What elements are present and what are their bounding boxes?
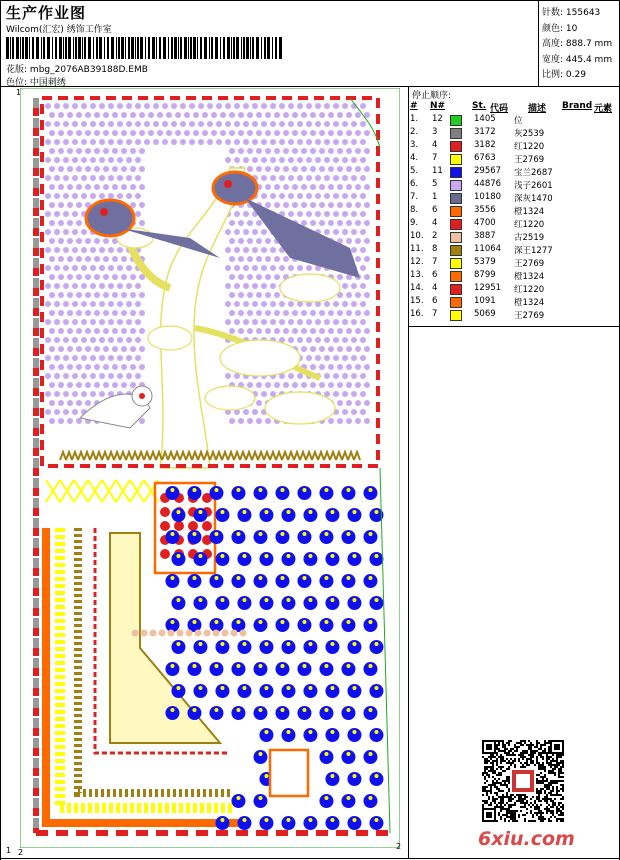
color-row-st: 5069 (474, 309, 496, 319)
color-table-header (410, 101, 620, 113)
color-row (410, 140, 610, 152)
stop-order-title: 停止顺序: (412, 91, 452, 101)
color-row-st: 8799 (474, 270, 496, 280)
color-row (410, 257, 610, 269)
color-row (410, 296, 610, 308)
barcode (6, 37, 286, 59)
color-row-num: 2. (410, 127, 419, 137)
color-row-st: 3182 (474, 140, 496, 150)
color-swatch (450, 245, 462, 256)
color-row (410, 166, 610, 178)
site-logo: 6xiu.com (478, 828, 575, 850)
stat-height: 高度: 888.7 mm (542, 39, 613, 49)
color-row-desc: 橙1324 (514, 298, 545, 308)
corner-marker-br: 2 (396, 842, 402, 851)
color-swatch (450, 310, 462, 321)
color-row-n: 4 (432, 218, 438, 228)
color-swatch (450, 154, 462, 165)
color-row-st: 11064 (474, 244, 502, 254)
col-n: N# (430, 101, 446, 111)
color-row-desc: 王2769 (514, 259, 545, 269)
color-row-num: 4. (410, 153, 419, 163)
color-swatch (450, 284, 462, 295)
color-row-num: 10. (410, 231, 424, 241)
color-swatch (450, 128, 462, 139)
color-row-st: 1405 (474, 114, 496, 124)
company-name: Wilcom(汇宏) 绣饰工作室 (6, 25, 112, 35)
color-row-st: 1091 (474, 296, 496, 306)
color-row (410, 153, 610, 165)
pattern-label: 花版: (6, 65, 28, 75)
color-row-num: 7. (410, 192, 419, 202)
color-row-n: 5 (432, 179, 438, 189)
col-brand: Brand (562, 101, 593, 111)
color-row-desc: 橙1324 (514, 272, 545, 282)
color-row-st: 44876 (474, 179, 502, 189)
color-row-num: 5. (410, 166, 419, 176)
color-swatch (450, 297, 462, 308)
stats-panel (542, 6, 612, 84)
color-row (410, 270, 610, 282)
colorpos-label: 色位: (6, 78, 28, 88)
design-divider (408, 86, 409, 858)
color-row (410, 114, 610, 126)
col-code: 代码 (490, 104, 509, 114)
table-divider (408, 326, 620, 327)
color-row-desc: 古2519 (514, 233, 545, 243)
color-swatch (450, 141, 462, 152)
color-row-num: 3. (410, 140, 419, 150)
color-row-n: 6 (432, 205, 438, 215)
embroidery-design (20, 88, 400, 848)
color-row-n: 1 (432, 192, 438, 202)
frame-left (0, 0, 1, 860)
color-row-desc: 红1220 (514, 142, 545, 152)
color-row-num: 14. (410, 283, 424, 293)
pattern-value: mbg_2076AB39188D.EMB (29, 65, 148, 75)
color-row-st: 3887 (474, 231, 496, 241)
color-row-num: 12. (410, 257, 424, 267)
color-row-n: 4 (432, 140, 438, 150)
pattern-line (6, 62, 148, 75)
color-row-desc: 位 (514, 116, 523, 126)
color-swatch (450, 206, 462, 217)
colorpos-line (6, 75, 66, 88)
color-swatch (450, 232, 462, 243)
color-row-num: 16. (410, 309, 424, 319)
color-row-st: 3556 (474, 205, 496, 215)
qr-code (482, 740, 564, 822)
color-row (410, 127, 610, 139)
color-row-num: 1. (410, 114, 419, 124)
color-swatch (450, 193, 462, 204)
color-row-st: 10180 (474, 192, 502, 202)
stat-colors: 颜色: 10 (542, 23, 578, 34)
color-row-desc: 橙1324 (514, 207, 545, 217)
color-row (410, 205, 610, 217)
color-row-n: 7 (432, 309, 438, 319)
color-row-n: 11 (432, 166, 443, 176)
color-row-st: 12951 (474, 283, 502, 293)
color-row (410, 218, 610, 230)
color-row (410, 283, 610, 295)
color-row-desc: 红1220 (514, 220, 545, 230)
frame-top (0, 0, 620, 1)
col-desc: 描述 (528, 104, 547, 114)
color-row-st: 4700 (474, 218, 496, 228)
color-row (410, 192, 610, 204)
color-row-n: 6 (432, 296, 438, 306)
corner-marker-tl: 1 (16, 88, 22, 97)
color-row-n: 7 (432, 153, 438, 163)
color-row (410, 244, 610, 256)
color-row-n: 8 (432, 244, 438, 254)
color-row-num: 9. (410, 218, 419, 228)
color-row-desc: 灰2539 (514, 129, 545, 139)
color-row-n: 3 (432, 127, 438, 137)
color-swatch (450, 167, 462, 178)
color-swatch (450, 219, 462, 230)
color-row-desc: 深灰1470 (514, 194, 553, 204)
color-row-n: 12 (432, 114, 443, 124)
color-row-n: 4 (432, 283, 438, 293)
header-divider (0, 86, 620, 87)
color-row-st: 6763 (474, 153, 496, 163)
color-row-num: 15. (410, 296, 424, 306)
stats-divider (538, 0, 539, 86)
page-title: 生产作业图 (6, 4, 87, 22)
color-row-desc: 红1220 (514, 285, 545, 295)
color-row-desc: 王2769 (514, 311, 545, 321)
color-row-desc: 宝兰2687 (514, 168, 553, 178)
color-row-desc: 浅子2601 (514, 181, 553, 191)
color-swatch (450, 258, 462, 269)
color-row-st: 29567 (474, 166, 502, 176)
color-swatch (450, 115, 462, 126)
color-row-n: 6 (432, 270, 438, 280)
corner-marker-bl: 1 (6, 846, 12, 855)
stat-scale: 比例: 0.29 (542, 70, 586, 80)
color-swatch (450, 271, 462, 282)
color-row (410, 231, 610, 243)
color-swatch (450, 180, 462, 191)
col-elem: 元素 (594, 104, 613, 114)
color-row-st: 3172 (474, 127, 496, 137)
frame-bottom (0, 858, 620, 859)
color-row-num: 11. (410, 244, 424, 254)
stat-stitches: 针数: 155643 (542, 8, 601, 18)
color-row-desc: 王2769 (514, 155, 545, 165)
col-num: # (410, 101, 418, 111)
color-row (410, 309, 610, 321)
color-row-num: 8. (410, 205, 419, 215)
color-row-num: 6. (410, 179, 419, 189)
color-row-n: 7 (432, 257, 438, 267)
colorpos-value: 中国刺绣 (29, 78, 66, 88)
stat-width: 宽度: 445.4 mm (542, 54, 613, 65)
corner-marker-bl2: 2 (18, 848, 24, 857)
color-row-num: 13. (410, 270, 424, 280)
col-st: St. (472, 101, 487, 111)
color-row-desc: 深王1277 (514, 246, 553, 256)
color-row (410, 179, 610, 191)
color-row-n: 2 (432, 231, 438, 241)
color-row-st: 5379 (474, 257, 496, 267)
